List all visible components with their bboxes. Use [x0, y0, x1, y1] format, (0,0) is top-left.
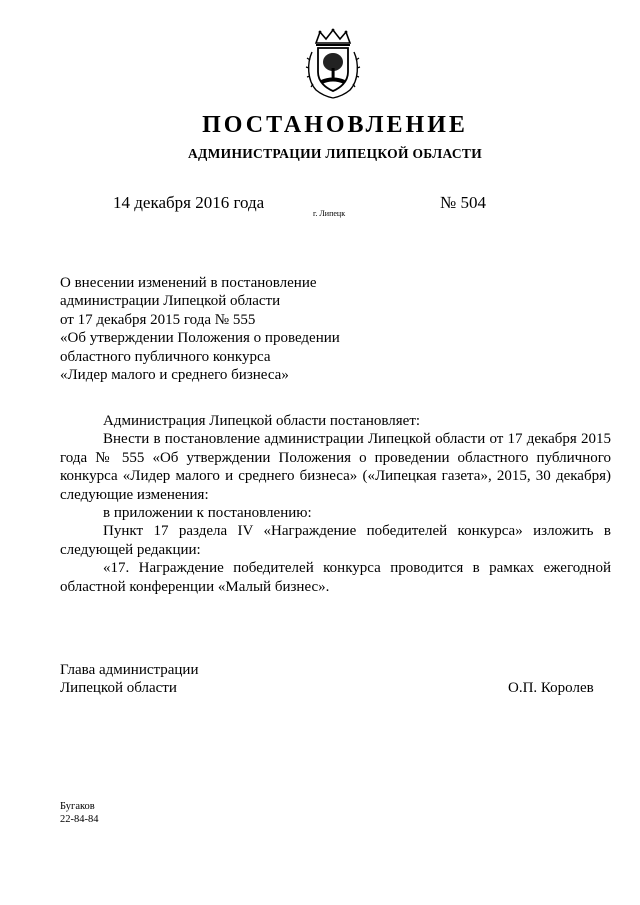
subject-line: «Об утверждении Положения о проведении	[60, 330, 340, 347]
executor-block	[60, 800, 99, 826]
document-title: ПОСТАНОВЛЕНИЕ	[202, 112, 468, 138]
body-paragraph: «17. Награждение победителей конкурса проводится в рамках ежегодной областной конференции «Малый бизнес».	[60, 560, 611, 595]
document-subtitle: АДМИНИСТРАЦИИ ЛИПЕЦКОЙ ОБЛАСТИ	[187, 146, 483, 161]
signatory-position	[60, 661, 198, 698]
coat-of-arms-icon	[304, 28, 362, 100]
body-paragraph: Администрация Липецкой области постановляет:	[103, 413, 421, 429]
executor-phone: 22-84-84	[60, 814, 99, 825]
body-paragraph: в приложении к постановлению:	[103, 505, 312, 522]
body-paragraph: Внести в постановление администрации Липецкой области от 17 декабря 2015 года № 555 «Об утверждении Положения о проведении областного публичного конкурса «Лидер малого и среднего бизнеса» («Липецкая газета», 2015, 30 декабря) следующие изменения:	[60, 431, 611, 503]
subject-line: О внесении изменений в постановление	[60, 275, 317, 291]
body-paragraph: Пункт 17 раздела IV «Награждение победителей конкурса» изложить в следующей редакции:	[60, 523, 611, 558]
document-subject	[60, 274, 380, 384]
executor-name: Бугаков	[60, 801, 95, 812]
subject-line: от 17 декабря 2015 года № 555	[60, 311, 256, 328]
subject-line: администрации Липецкой области	[60, 293, 281, 310]
signatory-position-line: Глава администрации	[60, 662, 199, 678]
subject-line: «Лидер малого и среднего бизнеса»	[60, 367, 289, 384]
document-body	[60, 412, 611, 596]
signatory-position-line: Липецкой области	[60, 680, 177, 697]
document-date: 14 декабря 2016 года	[113, 193, 265, 212]
document-number: № 504	[440, 193, 486, 212]
document-city: г. Липецк	[313, 209, 346, 218]
subject-line: областного публичного конкурса	[60, 348, 271, 365]
signatory-name: О.П. Королев	[508, 680, 594, 696]
